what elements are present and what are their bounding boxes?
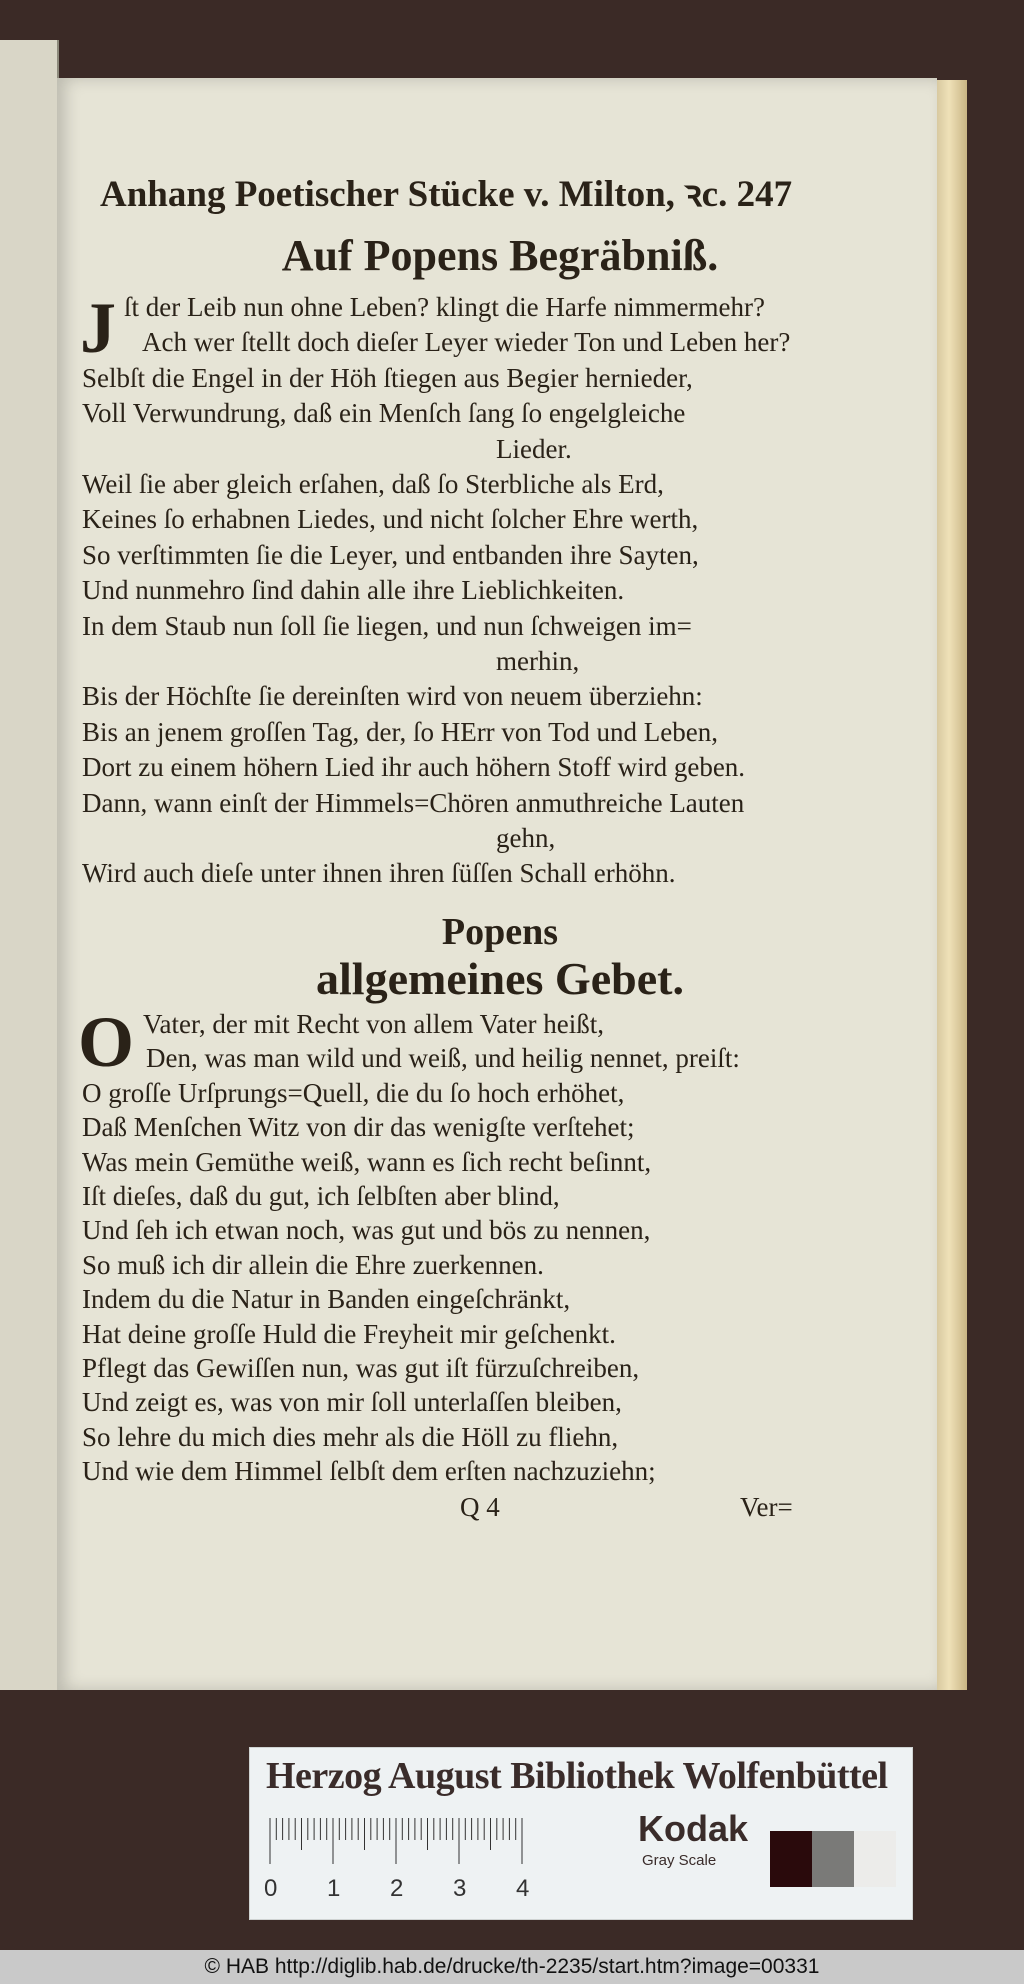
poem2-title-line2: allgemeines Gebet. xyxy=(316,953,684,1004)
verse-line: Vater, der mit Recht von allem Vater heißt, xyxy=(143,1009,605,1039)
verse-line: So muß ich dir allein die Ehre zuerkennen. xyxy=(82,1249,544,1280)
catchword: Ver= xyxy=(740,1492,793,1522)
verse-line: Keines ſo erhabnen Liedes, und nicht ſolcher Ehre werth, xyxy=(82,504,699,535)
verse-continuation: merhin, xyxy=(496,646,580,676)
facing-page-edge xyxy=(0,40,59,1690)
verse-continuation: gehn, xyxy=(496,823,556,853)
gray-scale-label: Gray Scale xyxy=(642,1852,717,1869)
kodak-logo: Kodak xyxy=(638,1808,749,1849)
verse-line: Und zeigt es, was von mir ſoll unterlaſſen bleiben, xyxy=(82,1387,622,1418)
verse-line: Iſt dieſes, daß du gut, ich ſelbſten aber blind, xyxy=(82,1181,560,1211)
verse-line: Pflegt das Gewiſſen nun, was gut iſt fürzuſchreiben, xyxy=(82,1353,640,1383)
verse-line: Indem du die Natur in Banden eingeſchränkt, xyxy=(82,1284,571,1315)
ruler-scale xyxy=(264,1816,530,1906)
ruler-label: 2 xyxy=(390,1875,404,1902)
verse-line: So verſtimmten ſie die Leyer, und entbanden ihre Sayten, xyxy=(82,539,699,570)
verse-line: Ach wer ſtellt doch dieſer Leyer wieder Ton und Leben her? xyxy=(142,327,791,358)
institution-name: Herzog August Bibliothek Wolfenbüttel xyxy=(266,1755,888,1797)
ruler-label: 4 xyxy=(516,1875,530,1902)
verse-line: Wird auch dieſe unter ihnen ihren ſüſſen Schall erhöhn. xyxy=(82,858,676,889)
gray-patch-light xyxy=(854,1831,896,1887)
verse-line: ſt der Leib nun ohne Leben? klingt die Harfe nimmermehr? xyxy=(124,292,766,322)
verse-line: Und wie dem Himmel ſelbſt dem erſten nachzuziehn; xyxy=(82,1456,656,1487)
poem2-title-line1: Popens xyxy=(441,911,559,953)
gray-patch-mid xyxy=(812,1831,854,1887)
ruler-label: 3 xyxy=(453,1875,467,1902)
credit-bar: © HAB http://diglib.hab.de/drucke/th-2235/start.htm?image=00331 xyxy=(0,1950,1024,1984)
poem2-drop-cap: O xyxy=(78,1002,135,1082)
verse-continuation: Lieder. xyxy=(496,433,572,464)
verse-line: Den, was man wild und weiß, und heilig nennet, preiſt: xyxy=(146,1043,740,1074)
color-target-card xyxy=(249,1747,913,1920)
verse-line: Hat deine groſſe Huld die Freyheit mir geſchenkt. xyxy=(82,1318,616,1349)
poem1-title: Auf Popens Begräbniß. xyxy=(281,231,719,280)
verse-line: In dem Staub nun ſoll ſie liegen, und nun ſchweigen im= xyxy=(82,610,692,641)
verse-line: Bis der Höchſte ſie dereinſten wird von neuem überziehn: xyxy=(82,681,703,712)
verse-line: Voll Verwundrung, daß ein Menſch ſang ſo engelgleiche xyxy=(82,398,686,429)
verse-line: Und ſeh ich etwan noch, was gut und bös zu nennen, xyxy=(82,1215,651,1246)
verse-line: Bis an jenem groſſen Tag, der, ſo HErr von Tod und Leben, xyxy=(82,716,719,747)
gray-patch-dark xyxy=(770,1831,812,1887)
verse-line: Dann, wann einſt der Himmels=Chören anmuthreiche Lauten xyxy=(82,787,745,818)
running-header: Anhang Poetischer Stücke v. Milton, ꝛc. 247 xyxy=(100,174,793,215)
page-stack-edge xyxy=(937,80,967,1690)
verse-line: So lehre du mich dies mehr als die Höll zu fliehn, xyxy=(82,1421,619,1452)
verse-line: O groſſe Urſprungs=Quell, die du ſo hoch erhöhet, xyxy=(82,1077,625,1108)
ruler-label: 1 xyxy=(327,1875,341,1902)
verse-line: Weil ſie aber gleich erſahen, daß ſo Sterbliche als Erd, xyxy=(82,469,664,499)
poem1-drop-cap: J xyxy=(80,288,116,368)
signature-mark: Q 4 xyxy=(460,1492,500,1522)
verse-line: Und nunmehro ſind dahin alle ihre Lieblichkeiten. xyxy=(82,575,625,606)
verse-line: Was mein Gemüthe weiß, wann es ſich recht beſinnt, xyxy=(82,1146,652,1177)
verse-line: Selbſt die Engel in der Höh ſtiegen aus Begier hernieder, xyxy=(82,362,693,393)
verse-line: Daß Menſchen Witz von dir das wenigſte verſtehet; xyxy=(82,1112,635,1143)
ruler-label: 0 xyxy=(264,1875,278,1902)
verse-line: Dort zu einem höhern Lied ihr auch höhern Stoff wird geben. xyxy=(82,752,746,783)
